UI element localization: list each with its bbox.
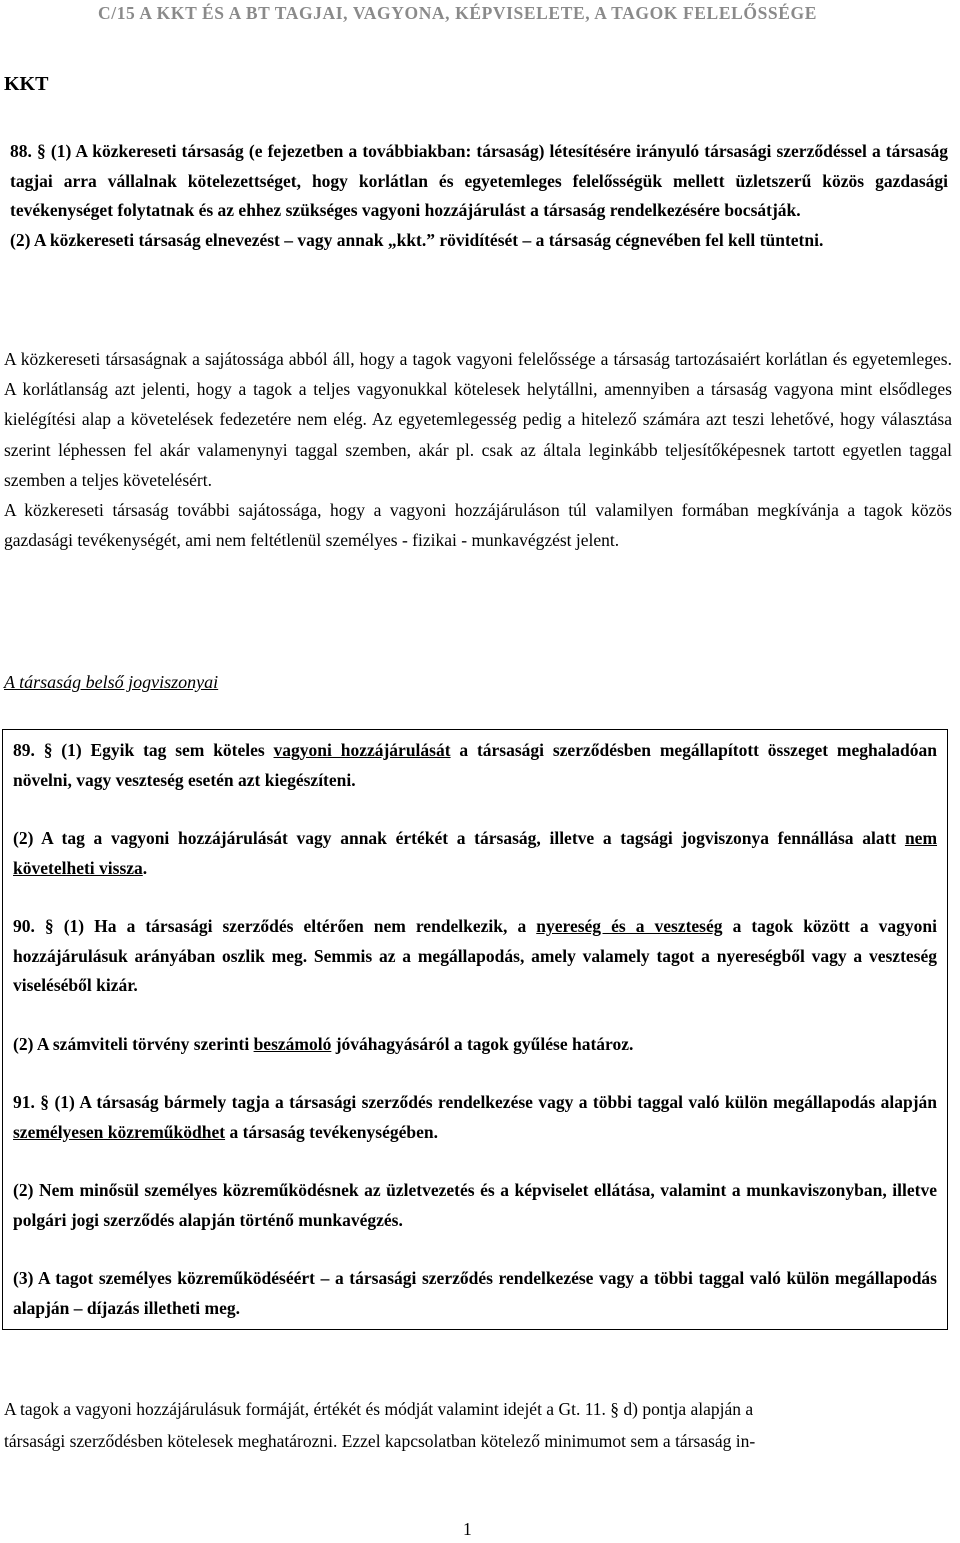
text-run: (2) A számviteli törvény szerinti [13, 1033, 250, 1054]
underlined-term: beszámoló [253, 1033, 332, 1054]
underlined-term: vagyoni hozzájárulását [273, 740, 451, 760]
closing-line-2: társasági szerződésben kötelesek meghatározni. Ezzel kapcsolatban kötelező minimumot sem a társaság in- [4, 1431, 756, 1451]
statute-88 [10, 137, 948, 255]
underlined-term: nem követelheti vissza [13, 828, 938, 878]
text-run: a társasági szerződésben megállapított összeget meghaladóan növelni, vagy veszteség esetén azt kiegészíteni. [13, 740, 938, 790]
section-symbol: § [40, 1092, 50, 1112]
section-number: 89. [13, 740, 35, 760]
s90-para-2 [13, 1030, 937, 1060]
s89-para-2 [13, 824, 937, 883]
commentary [4, 344, 952, 555]
section-symbol: § [43, 740, 53, 760]
section-number: 88. [10, 141, 32, 161]
section-number: 91. [13, 1092, 35, 1112]
running-header: C/15 A KKT ÉS A BT TAGJAI, VAGYONA, KÉPVISELETE, A TAGOK FELELŐSSÉGE [98, 3, 817, 23]
text-run: (2) A tag a vagyoni hozzájárulását vagy annak értékét a társaság, illetve a tagsági jogviszonya fennállása alatt [13, 828, 897, 848]
text-run: jóváhagyásáról a tagok gyűlése határoz. [335, 1033, 634, 1054]
section-symbol: § [44, 916, 54, 936]
s91-para-3: (3) A tagot személyes közreműködéséért – a társasági szerződés rendelkezése vagy a többi taggal való külön megállapodás alapján – díjazás illetheti meg. [13, 1268, 937, 1318]
text-run: (1) Egyik tag sem köteles [61, 740, 265, 760]
underlined-term: nyereség és a veszteség [536, 916, 723, 936]
paragraph-text: (1) A közkereseti társaság (e fejezetben a továbbiakban: társaság) létesítésére irányuló társasági szerződéssel a társaság tagjai arra vállalnak kötelezettséget, hogy korlátlan és egyetemleges felelősségük mellett üzletszerű közös gazdasági tevékenységet folytatnak és az ehhez szükséges vagyoni hozzájárulást a társaság rendelkezésére bocsátják. [10, 141, 949, 221]
text-run: a társaság tevékenységében. [229, 1121, 438, 1142]
statute-88-para-2: (2) A közkereseti társaság elnevezést – vagy annak „kkt.” rövidítését – a társaság cégnevében fel kell tüntetni. [10, 229, 824, 250]
section-label: KKT [4, 73, 49, 95]
statute-88-para-1 [10, 137, 948, 226]
s91-para-1 [13, 1088, 937, 1147]
subheading: A társaság belső jogviszonyai [4, 672, 219, 692]
closing-text [4, 1393, 954, 1457]
text-run: (1) A társaság bármely tagja a társasági szerződés rendelkezése vagy a többi taggal való külön megállapodás alapján [54, 1092, 938, 1112]
s90-para-1 [13, 912, 937, 1001]
text-run: (1) Ha a társasági szerződés eltérően nem rendelkezik, a [63, 916, 527, 936]
rules-box [2, 729, 948, 1330]
section-symbol: § [37, 141, 46, 161]
text-run: . [142, 857, 148, 878]
commentary-para-2: A közkereseti társaság további sajátossága, hogy a vagyoni hozzájáruláson túl valamilyen formában megkívánja a tagok közös gazdasági tevékenységét, ami nem feltétlenül személyes - fizikai - munkavégzést jelent. [4, 500, 952, 551]
s91-para-2: (2) Nem minősül személyes közreműködésnek az üzletvezetés és a képviselet ellátása, valamint a munkaviszonyban, illetve polgári jogi szerződés alapján történő munkavégzés. [13, 1180, 937, 1230]
text-run: a tagok között a vagyoni hozzájárulásuk arányában oszlik meg. Semmis az a megállapodás, amely valamely tagot a nyereségből vagy a veszteség viseléséből kizár. [13, 916, 938, 995]
page-number: 1 [463, 1519, 472, 1539]
commentary-para-1: A közkereseti társaságnak a sajátossága abból áll, hogy a tagok vagyoni felelőssége a társaság tartozásaiért korlátlan és egyetemleges. A korlátlanság azt jelenti, hogy a tagok a teljes vagyonukkal kötelesek helytállni, amennyiben a társaság vagyona mint elsődleges kielégítési alap a követelések fedezetére nem elég. Az egyetemlegesség pedig a hitelező számára azt teszi lehetővé, hogy választása szerint léphessen fel akár valamenynyi taggal szemben, akár pl. csak az általa leginkább teljesítőképesnek tartott egyetlen taggal szemben a teljes követelésért. [4, 349, 952, 490]
section-number: 90. [13, 916, 35, 936]
s89-para-1 [13, 736, 937, 795]
underlined-term: személyesen közreműködhet [13, 1121, 226, 1142]
closing-line-1: A tagok a vagyoni hozzájárulásuk formáját, értékét és módját valamint idejét a Gt. 11. § d) pontja alapján a [4, 1399, 754, 1419]
